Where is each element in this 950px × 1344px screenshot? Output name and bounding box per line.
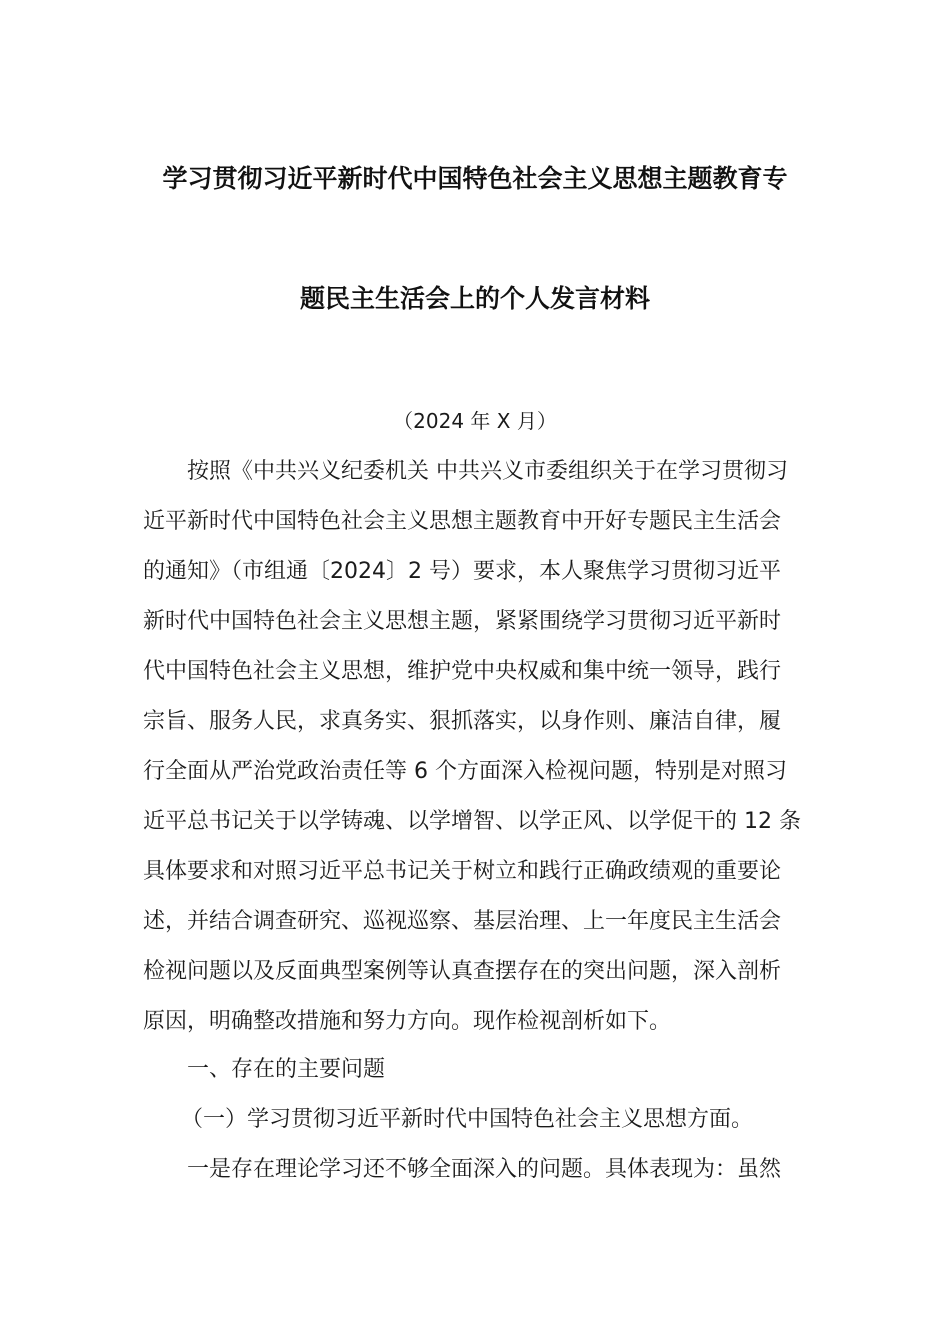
paragraph-line: 的通知》（市组通〔2024〕2 号）要求，本人聚焦学习贯彻习近平	[143, 559, 781, 584]
paragraph-line: 按照《中共兴义纪委机关 中共兴义市委组织关于在学习贯彻习	[187, 459, 788, 484]
paragraph-line: 行全面从严治党政治责任等 6 个方面深入检视问题，特别是对照习	[143, 759, 787, 784]
paragraph-line: 宗旨、服务人民，求真务实、狠抓落实，以身作则、廉洁自律，履	[143, 709, 782, 734]
document-title-line-1: 学习贯彻习近平新时代中国特色社会主义思想主题教育专	[162, 164, 788, 193]
paragraph-line: 述，并结合调查研究、巡视巡察、基层治理、上一年度民主生活会	[143, 909, 782, 934]
paragraph-line: 原因，明确整改措施和努力方向。现作检视剖析如下。	[143, 1009, 672, 1034]
paragraph-line: 代中国特色社会主义思想，维护党中央权威和集中统一领导，践行	[143, 659, 782, 684]
paragraph-line: 新时代中国特色社会主义思想主题，紧紧围绕学习贯彻习近平新时	[143, 609, 782, 634]
document-date: （2024 年 X 月）	[393, 409, 557, 433]
paragraph-line: 检视问题以及反面典型案例等认真查摆存在的突出问题，深入剖析	[143, 959, 782, 984]
section-heading: 一、存在的主要问题	[187, 1057, 386, 1082]
paragraph-line: 近平新时代中国特色社会主义思想主题教育中开好专题民主生活会	[143, 509, 782, 534]
subsection-heading: （一）学习贯彻习近平新时代中国特色社会主义思想方面。	[181, 1107, 754, 1132]
paragraph-line: 近平总书记关于以学铸魂、以学增智、以学正风、以学促干的 12 条	[143, 809, 801, 834]
paragraph-line: 一是存在理论学习还不够全面深入的问题。具体表现为：虽然	[187, 1157, 782, 1182]
document-title-line-2: 题民主生活会上的个人发言材料	[299, 284, 650, 313]
paragraph-line: 具体要求和对照习近平总书记关于树立和践行正确政绩观的重要论	[143, 859, 782, 884]
